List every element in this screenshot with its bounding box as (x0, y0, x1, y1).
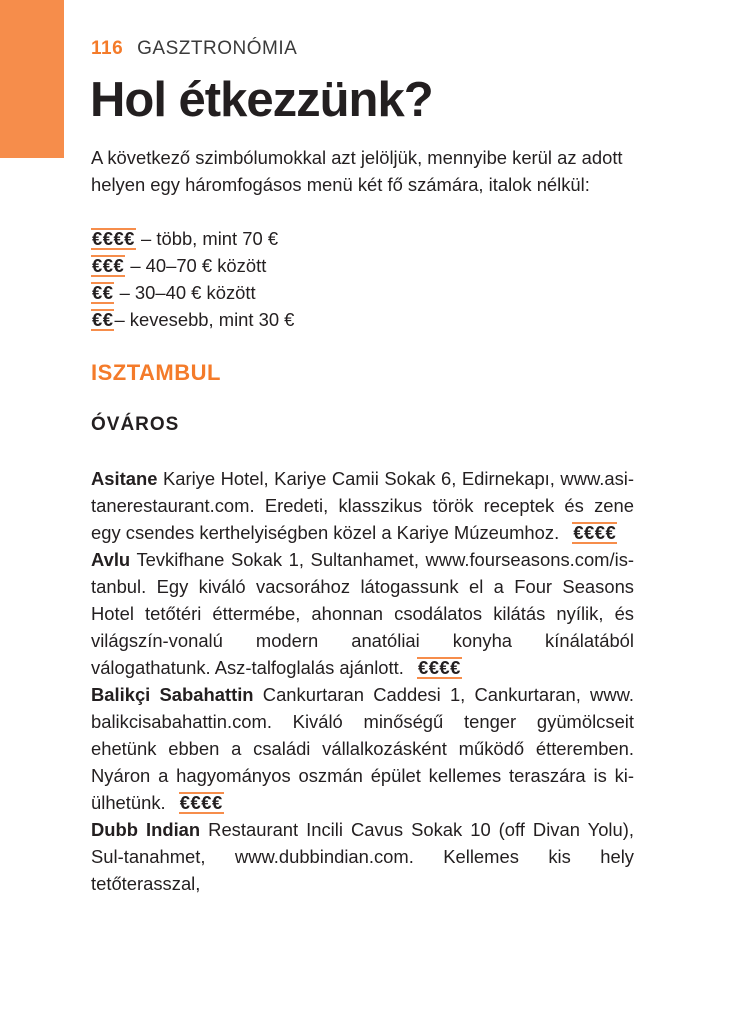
page-number: 116 (91, 38, 124, 59)
restaurant-name: Dubb Indian (91, 819, 201, 840)
legend-row (91, 279, 634, 306)
restaurant-name: Asitane (91, 468, 158, 489)
section-color-tab (0, 0, 64, 158)
restaurant-entry (91, 546, 634, 681)
intro-paragraph: A következő szimbólumokkal azt jelöljük, mennyibe kerül az adott helyen egy háromfogásos menü két fő számára, italok nélkül: (91, 147, 623, 195)
restaurant-description: Kariye Hotel, Kariye Camii Sokak 6, Edirnekapı, www.asi-tanerestaurant.com. Eredeti, klasszikus török receptek és zene egy csendes kerthelyiségben közel a Kariye Múzeumhoz. (91, 468, 634, 543)
price-symbol: €€€€ (417, 657, 461, 678)
legend-row (91, 306, 634, 333)
restaurant-name: Balikçi Sabahattin (91, 684, 254, 705)
restaurant-name: Avlu (91, 549, 131, 570)
legend-row (91, 252, 634, 279)
price-legend (91, 225, 634, 333)
legend-row (91, 225, 634, 252)
district-heading: ÓVÁROS (91, 414, 180, 435)
legend-text: – 30–40 € között (119, 282, 256, 303)
running-header (91, 38, 297, 60)
section-name: GASZTRONÓMIA (137, 38, 298, 59)
restaurant-description: Cankurtaran Caddesi 1, Cankurtaran, www. balikcisabahattin.com. Kiváló minőségű tenger gyümölcseit ehetünk ebben a családi vállalkozásként működő étteremben. Nyáron a hagyományos oszmán épület kellemes teraszára is ki-ülhetünk. (91, 684, 634, 813)
restaurant-description: Tevkifhane Sokak 1, Sultanhamet, www.fourseasons.com/is-tanbul. Egy kiváló vacsorához látogassunk el a Four Seasons Hotel tetőtéri éttermébe, ahonnan csodálatos kilátás nyílik, és világszín-vonalú modern anatóliai konyha kínálatából válogathatunk. Asz-talfoglalás ajánlott. (91, 549, 635, 678)
restaurant-entry (91, 816, 634, 897)
legend-text: – 40–70 € között (130, 255, 267, 276)
legend-text: – több, mint 70 € (141, 228, 279, 249)
price-symbol: €€€€ (573, 522, 617, 543)
restaurant-entry (91, 465, 634, 546)
price-symbol: €€€€ (179, 792, 223, 813)
price-symbol: €€€ (92, 255, 125, 276)
price-symbol: €€€€ (92, 228, 135, 249)
main-content (91, 144, 634, 897)
city-heading: ISZTAMBUL (91, 360, 221, 385)
legend-text: – kevesebb, mint 30 € (114, 309, 295, 330)
price-symbol: €€ (92, 309, 114, 330)
price-symbol: €€ (92, 282, 114, 303)
page-title: Hol étkezzünk? (90, 73, 433, 127)
restaurant-entry (91, 681, 634, 816)
restaurant-description: Restaurant Incili Cavus Sokak 10 (off Divan Yolu), Sul-tanahmet, www.dubbindian.com. Kellemes kis hely tetőterasszal, (91, 819, 634, 894)
